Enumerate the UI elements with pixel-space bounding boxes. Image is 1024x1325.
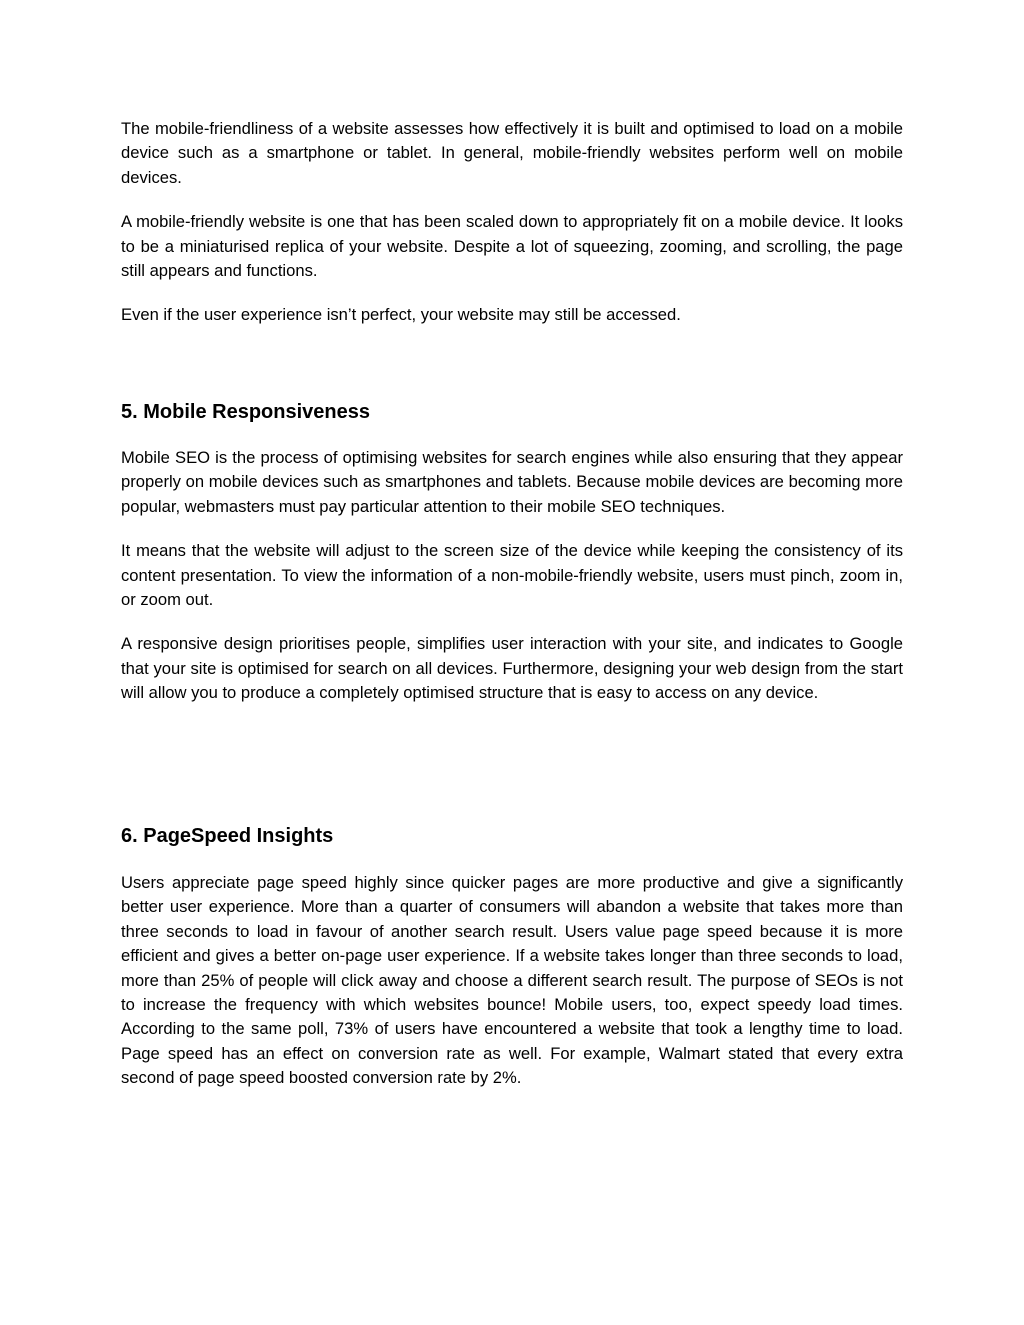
intro-paragraph-3: Even if the user experience isn’t perfect, your website may still be accessed. (121, 305, 681, 325)
mobile-responsiveness-paragraph-2: It means that the website will adjust to the screen size of the device while keeping the consistency of its content presentation. To view the information of a non-mobile-friendly website, users must pinch, zoom in, or zoom out. (121, 541, 903, 610)
section-heading-mobile-responsiveness-wrapper (121, 399, 903, 425)
intro-section (121, 117, 903, 348)
intro-paragraph-1: The mobile-friendliness of a website assesses how effectively it is built and optimised to load on a mobile device such as a smartphone or tablet. In general, mobile-friendly websites perform well on mobile devices. (121, 119, 903, 187)
pagespeed-insights-section (121, 871, 903, 1111)
mobile-responsiveness-paragraph-1: Mobile SEO is the process of optimising websites for search engines while also ensuring that they appear properly on mobile devices such as smartphones and tablets. Because mobile devices are becoming more popular, webmasters must pay particular attention to their mobile SEO techniques. (121, 448, 903, 516)
section-heading-pagespeed-insights: 6. PageSpeed Insights (121, 825, 334, 847)
mobile-responsiveness-section (121, 446, 903, 726)
section-heading-pagespeed-insights-wrapper (121, 823, 903, 849)
mobile-responsiveness-paragraph-3: A responsive design prioritises people, simplifies user interaction with your site, and indicates to Google that your site is optimised for search on all devices. Furthermore, designing your web design from the start will allow you to produce a completely optimised structure that is easy to access on any device. (121, 634, 903, 703)
intro-paragraph-2: A mobile-friendly website is one that has been scaled down to appropriately fit on a mobile device. It looks to be a miniaturised replica of your website. Despite a lot of squeezing, zooming, and scrolling, the page still appears and functions. (121, 212, 903, 281)
pagespeed-insights-paragraph-1: Users appreciate page speed highly since quicker pages are more productive and give a significantly better user experience. More than a quarter of consumers will abandon a website that takes more than three seconds to load in favour of another search result. Users value page speed because it is more efficient and gives a better on-page user experience. If a website takes longer than three seconds to load, more than 25% of people will click away and choose a different search result. The purpose of SEOs is not to increase the frequency with which websites bounce! Mobile users, too, expect speedy load times. According to the same poll, 73% of users have encountered a website that took a lengthy time to load. Page speed has an effect on conversion rate as well. For example, Walmart stated that every extra second of page speed boosted conversion rate by 2%. (121, 873, 903, 1088)
section-heading-mobile-responsiveness: 5. Mobile Responsiveness (121, 401, 370, 423)
